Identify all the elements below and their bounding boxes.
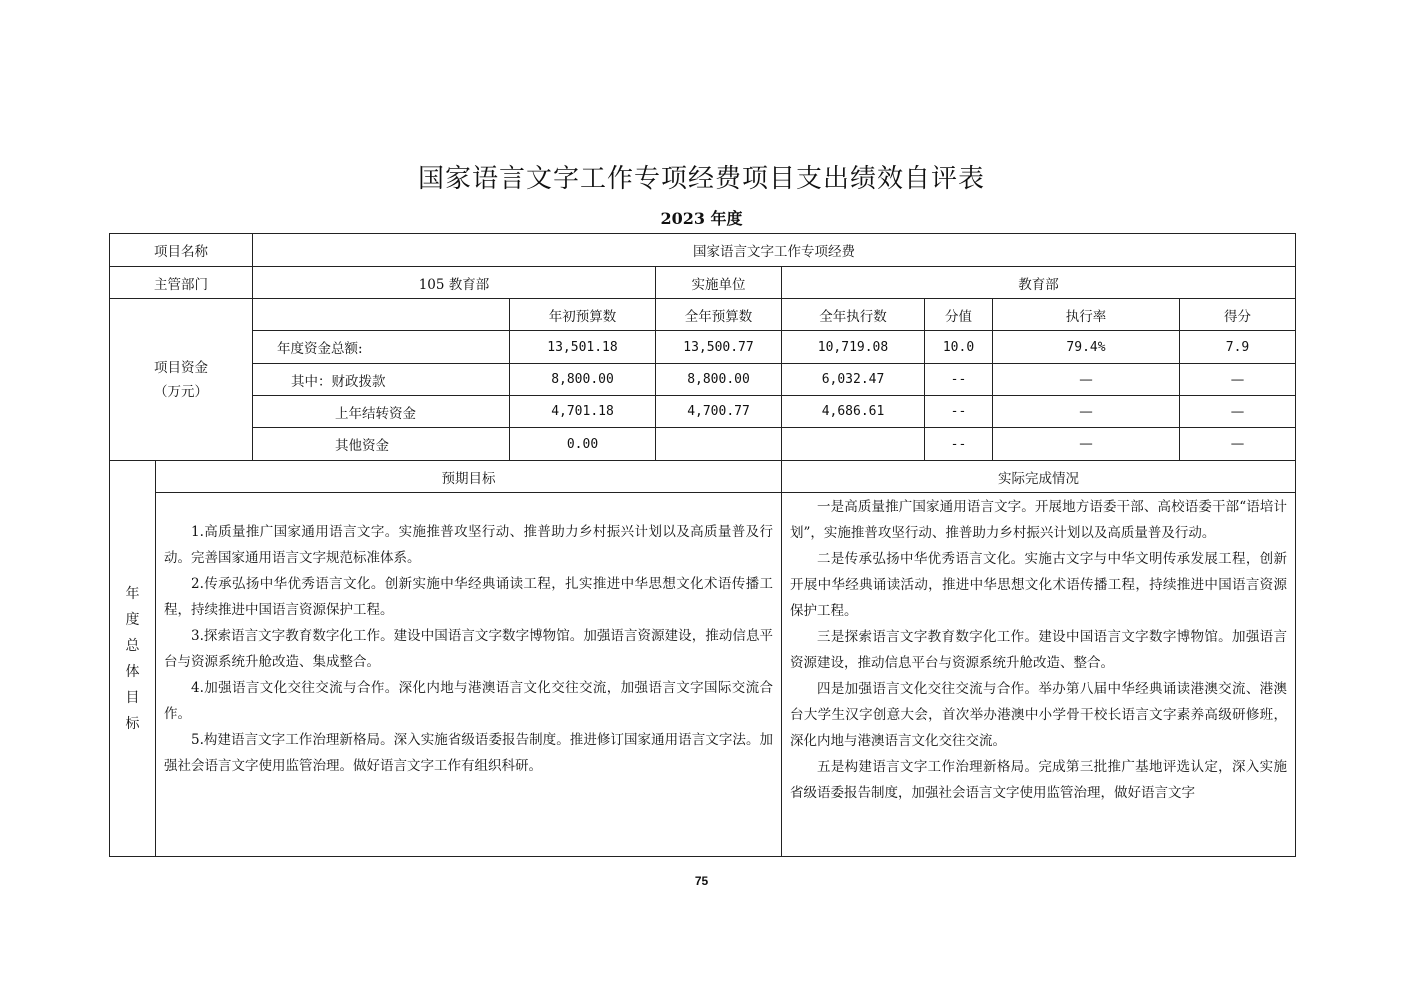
execution-rate-cell: — bbox=[993, 428, 1180, 461]
funds-header-row bbox=[110, 299, 1296, 331]
score-value-cell: -- bbox=[925, 396, 993, 428]
expected-goal-item: 1.高质量推广国家通用语言文字。实施推普攻坚行动、推普助力乡村振兴计划以及高质量普及行动。完善国家通用语言文字规范标准体系。 bbox=[164, 524, 773, 566]
actual-completion-cell bbox=[782, 493, 1296, 857]
funds-row-fiscal bbox=[110, 364, 1296, 396]
actual-completion-item: 三是探索语言文字教育数字化工作。建设中国语言文字数字博物馆。加强语言资源建设，推动信息平台与资源系统升舱改造、整合。 bbox=[790, 629, 1287, 671]
annual-budget-cell: 4,700.77 bbox=[656, 396, 782, 428]
score-value-cell: 10.0 bbox=[925, 331, 993, 364]
row-label: 年度资金总额: bbox=[253, 331, 510, 364]
row-label: 上年结转资金 bbox=[253, 396, 510, 428]
initial-budget-cell: 0.00 bbox=[510, 428, 656, 461]
side-char: 度 bbox=[125, 611, 140, 628]
col-initial-budget: 年初预算数 bbox=[510, 299, 656, 331]
goals-header-row bbox=[110, 461, 1296, 493]
side-char: 总 bbox=[125, 637, 140, 654]
row-label: 其中：财政拨款 bbox=[253, 364, 510, 396]
goals-content-row bbox=[110, 493, 1296, 857]
funds-header-blank bbox=[253, 299, 510, 331]
executed-cell: 6,032.47 bbox=[782, 364, 925, 396]
impl-unit-label: 实施单位 bbox=[656, 267, 782, 299]
page-number: 75 bbox=[694, 874, 709, 888]
col-executed: 全年执行数 bbox=[782, 299, 925, 331]
evaluation-table bbox=[109, 233, 1296, 857]
actual-completion-item: 五是构建语言文字工作治理新格局。完成第三批推广基地评选认定，深入实施省级语委报告制度，加强社会语言文字使用监管治理，做好语言文字 bbox=[790, 759, 1287, 801]
year-subtitle: 2023 年度 bbox=[660, 209, 743, 228]
annual-budget-cell: 8,800.00 bbox=[656, 364, 782, 396]
annual-budget-cell bbox=[656, 428, 782, 461]
initial-budget-cell: 8,800.00 bbox=[510, 364, 656, 396]
side-char: 目 bbox=[125, 689, 140, 706]
funds-row-other bbox=[110, 428, 1296, 461]
initial-budget-cell: 13,501.18 bbox=[510, 331, 656, 364]
dept-value: 105 教育部 bbox=[253, 267, 656, 299]
executed-cell: 4,686.61 bbox=[782, 396, 925, 428]
department-row bbox=[110, 267, 1296, 299]
side-char: 年 bbox=[125, 585, 140, 602]
executed-cell: 10,719.08 bbox=[782, 331, 925, 364]
execution-rate-cell: 79.4% bbox=[993, 331, 1180, 364]
actual-completion-item: 一是高质量推广国家通用语言文字。开展地方语委干部、高校语委干部“语培计划”，实施推普攻坚行动、推普助力乡村振兴计划以及高质量普及行动。 bbox=[790, 499, 1287, 541]
execution-rate-cell: — bbox=[993, 396, 1180, 428]
expected-goals-cell bbox=[156, 493, 782, 857]
expected-goals-header: 预期目标 bbox=[156, 461, 782, 493]
funds-row-total bbox=[110, 331, 1296, 364]
dept-label: 主管部门 bbox=[110, 267, 253, 299]
score-cell: — bbox=[1180, 396, 1296, 428]
col-execution-rate: 执行率 bbox=[993, 299, 1180, 331]
initial-budget-cell: 4,701.18 bbox=[510, 396, 656, 428]
col-score-value: 分值 bbox=[925, 299, 993, 331]
impl-unit-value: 教育部 bbox=[782, 267, 1296, 299]
funds-label bbox=[110, 299, 253, 461]
score-value-cell: -- bbox=[925, 364, 993, 396]
annual-goal-side-label bbox=[110, 461, 156, 857]
expected-goal-item: 4.加强语言文化交往交流与合作。深化内地与港澳语言文化交往交流，加强语言文字国际交流合作。 bbox=[164, 680, 773, 722]
project-name-row bbox=[110, 234, 1296, 267]
page-title: 国家语言文字工作专项经费项目支出绩效自评表 bbox=[417, 164, 985, 194]
actual-completion-item: 四是加强语言文化交往交流与合作。举办第八届中华经典诵读港澳交流、港澳台大学生汉字创意大会，首次举办港澳中小学骨干校长语言文字素养高级研修班，深化内地与港澳语言文化交往交流。 bbox=[790, 681, 1287, 749]
funds-label-line2: （万元） bbox=[154, 383, 208, 400]
actual-completion-item: 二是传承弘扬中华优秀语言文化。实施古文字与中华文明传承发展工程，创新开展中华经典诵读活动，推进中华思想文化术语传播工程，持续推进中国语言资源保护工程。 bbox=[790, 551, 1287, 619]
row-label: 其他资金 bbox=[253, 428, 510, 461]
score-value-cell: -- bbox=[925, 428, 993, 461]
project-name-value: 国家语言文字工作专项经费 bbox=[253, 234, 1296, 267]
side-char: 标 bbox=[125, 715, 140, 732]
execution-rate-cell: — bbox=[993, 364, 1180, 396]
expected-goal-item: 5.构建语言文字工作治理新格局。深入实施省级语委报告制度。推进修订国家通用语言文字法。加强社会语言文字使用监管治理。做好语言文字工作有组织科研。 bbox=[164, 732, 773, 774]
expected-goal-item: 3.探索语言文字教育数字化工作。建设中国语言文字数字博物馆。加强语言资源建设，推动信息平台与资源系统升舱改造、集成整合。 bbox=[164, 628, 773, 670]
executed-cell bbox=[782, 428, 925, 461]
score-cell: — bbox=[1180, 428, 1296, 461]
col-score: 得分 bbox=[1180, 299, 1296, 331]
score-cell: 7.9 bbox=[1180, 331, 1296, 364]
score-cell: — bbox=[1180, 364, 1296, 396]
funds-row-carryover bbox=[110, 396, 1296, 428]
funds-label-line1: 项目资金 bbox=[154, 359, 208, 376]
side-char: 体 bbox=[125, 663, 140, 680]
project-name-label: 项目名称 bbox=[110, 234, 253, 267]
actual-completion-header: 实际完成情况 bbox=[782, 461, 1296, 493]
expected-goal-item: 2.传承弘扬中华优秀语言文化。创新实施中华经典诵读工程，扎实推进中华思想文化术语传播工程，持续推进中国语言资源保护工程。 bbox=[164, 576, 773, 618]
annual-budget-cell: 13,500.77 bbox=[656, 331, 782, 364]
col-annual-budget: 全年预算数 bbox=[656, 299, 782, 331]
